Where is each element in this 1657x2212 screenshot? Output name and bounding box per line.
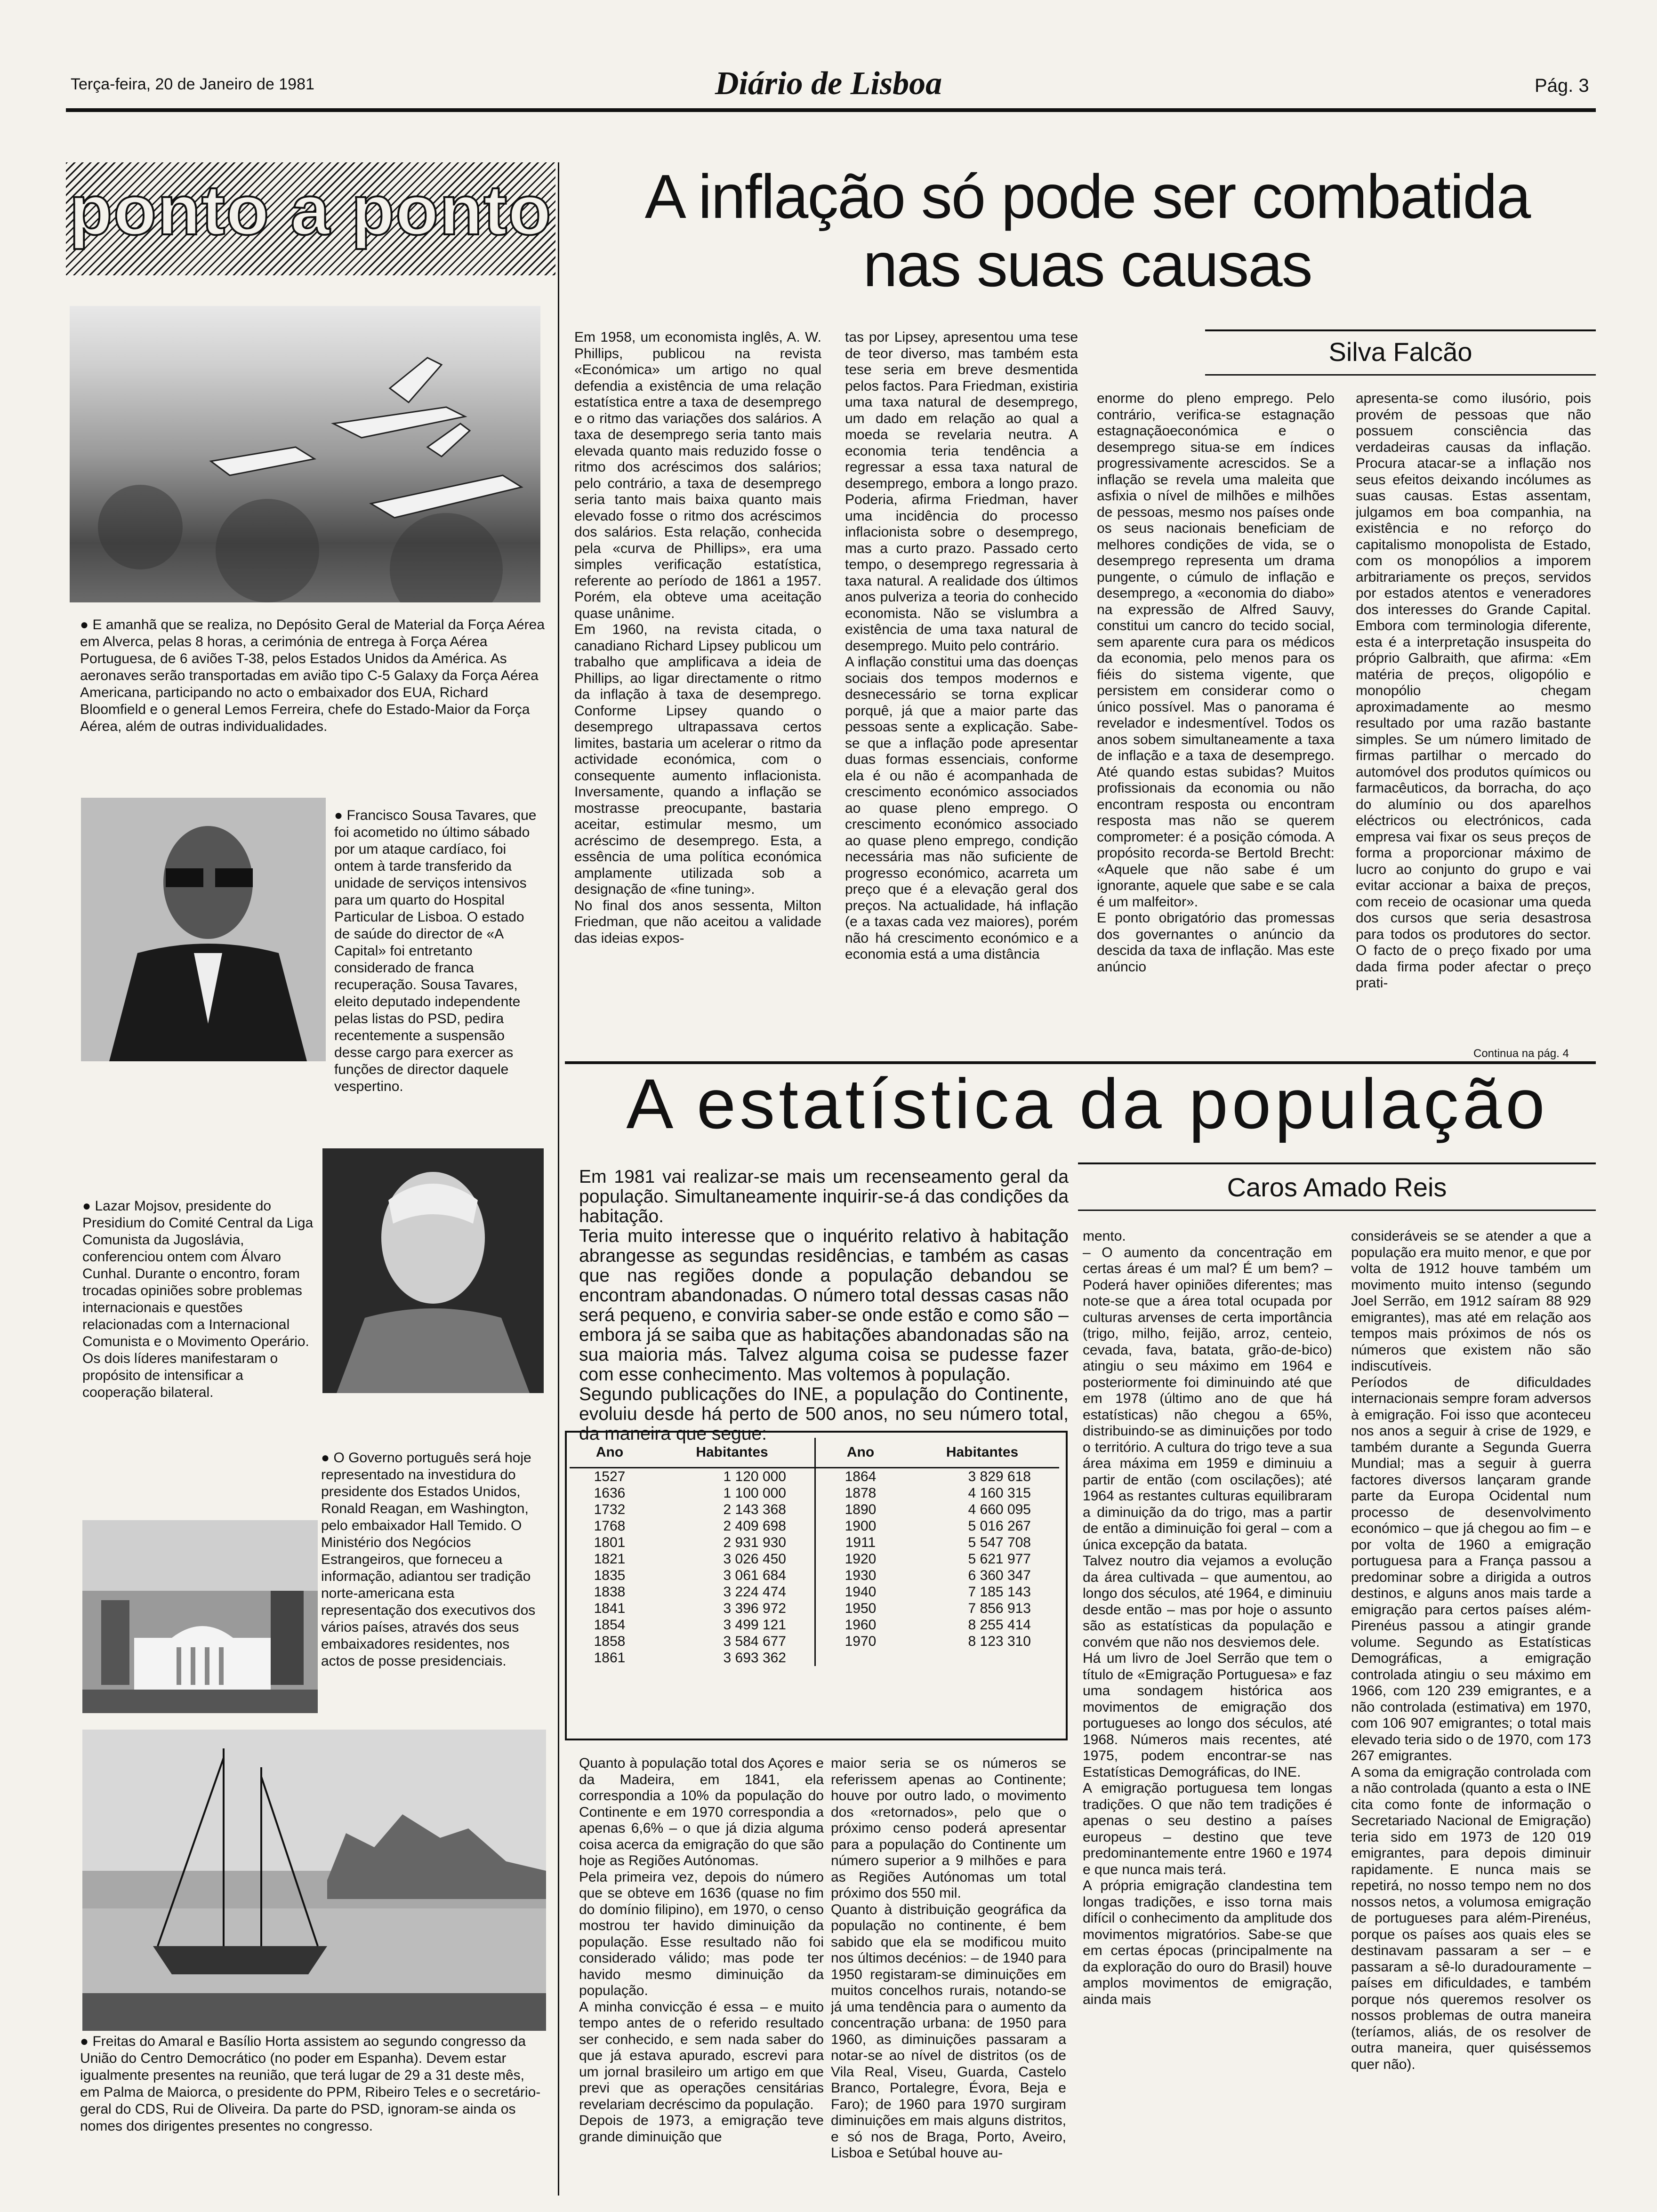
inhabitants-cell: 3 584 677 bbox=[650, 1633, 815, 1650]
article2-byline-rule-bottom bbox=[1078, 1210, 1596, 1211]
table-row bbox=[570, 1600, 1059, 1617]
brief-aircraft: ● E amanhã que se realiza, no Depósito Geral de Material da Força Aérea em Alverca, pelas 8 horas, a cerimónia de entrega à Força Aérea Portuguesa, de 6 aviões T-38, pelos Estados Unidos da América. As aeronaves serão transportadas em avião tipo C-5 Galaxy da Força Aérea Americana, participando no acto o embaixador dos EUA, Richard Bloomfield e o general Lemos Ferreira, chefe do Estado-Maior da Força Aérea, além de outras individualidades. bbox=[80, 617, 545, 734]
article1-headline-line1: A inflação só pode ser combatida bbox=[644, 162, 1530, 231]
article2-headline: A estatística da população bbox=[626, 1064, 1549, 1143]
palma-harbour-photo bbox=[82, 1730, 546, 2031]
inhabitants-cell: 2 409 698 bbox=[650, 1518, 815, 1534]
year-cell: 1858 bbox=[594, 1634, 626, 1649]
white-house-photo bbox=[82, 1520, 318, 1713]
inhabitants-cell: 3 499 121 bbox=[650, 1617, 815, 1633]
inhabitants-cell: 3 396 972 bbox=[650, 1600, 815, 1617]
white-house-shape bbox=[82, 1520, 318, 1713]
inhabitants-cell: 3 829 618 bbox=[968, 1469, 1031, 1484]
section-banner-title: ponto a ponto bbox=[69, 170, 552, 249]
newspaper-logo: Diário de Lisboa bbox=[715, 65, 942, 102]
year-cell: 1861 bbox=[594, 1650, 626, 1666]
year-cell: 1636 bbox=[594, 1485, 626, 1501]
table-header-year-2: Ano bbox=[815, 1438, 906, 1468]
inhabitants-cell: 6 360 347 bbox=[968, 1568, 1031, 1583]
year-cell: 1940 bbox=[845, 1584, 877, 1600]
table-row bbox=[570, 1501, 1059, 1518]
inhabitants-cell: 5 621 977 bbox=[968, 1551, 1031, 1567]
year-cell: 1821 bbox=[594, 1551, 626, 1567]
year-cell: 1864 bbox=[845, 1469, 877, 1484]
inhabitants-cell: 8 123 310 bbox=[968, 1634, 1031, 1649]
table-row bbox=[570, 1650, 1059, 1666]
inhabitants-cell bbox=[905, 1650, 1059, 1666]
population-table-body bbox=[570, 1468, 1059, 1667]
inhabitants-cell: 8 255 414 bbox=[968, 1617, 1031, 1633]
inhabitants-cell: 3 026 450 bbox=[650, 1551, 815, 1567]
year-cell bbox=[815, 1650, 906, 1666]
year-cell: 1854 bbox=[594, 1617, 626, 1633]
inhabitants-cell: 7 185 143 bbox=[968, 1584, 1031, 1600]
harbour-shape bbox=[82, 1730, 546, 2031]
inhabitants-cell: 1 120 000 bbox=[650, 1468, 815, 1485]
year-cell: 1835 bbox=[594, 1568, 626, 1583]
article1-byline-rule-bottom bbox=[1205, 374, 1596, 376]
article1-column-2: tas por Lipsey, apresentou uma tese de teor diverso, mas também esta tese seria em breve desmentida pelos factos. Para Friedman, existiria uma taxa natural de desemprego, um dado em relação ao qual a moeda se revelaria neutra. A economia teria tendência a regressar a essa taxa natural de desemprego, embora a longo prazo. Poderia, afirma Friedman, haver uma incidência do processo inflacionista sobre o desemprego, mas a curto prazo. Passado certo tempo, o desemprego regressaria à taxa natural. A realidade dos últimos anos pulveriza a teoria do conhecido economista. Não se vislumbra a existência de uma taxa natural de desemprego. Muito pelo contrário. A inflação constitui uma das doenças sociais dos tempos modernos e desnecessário se torna explicar porquê, já que a maior parte das pessoas sente a explicação. Sabe-se que a inflação pode apresentar duas formas essenciais, conforme ela é ou não é acompanhada de crescimento económico associados ao quase pleno emprego. O crescimento económico associado ao quase pleno emprego, condição necessária mas não suficiente de progresso económico, acarreta um preço que é a elevação geral dos preços. Na actualidade, há inflação (e a taxas cada vez maiores), porém não há crescimento económico e a economia está a uma distância bbox=[845, 329, 1078, 962]
year-cell: 1878 bbox=[845, 1485, 877, 1501]
table-row bbox=[570, 1518, 1059, 1534]
table-row bbox=[570, 1567, 1059, 1584]
sidebar-divider bbox=[558, 162, 559, 2196]
year-cell: 1801 bbox=[594, 1535, 626, 1550]
year-cell: 1838 bbox=[594, 1584, 626, 1600]
year-cell: 1890 bbox=[845, 1502, 877, 1517]
year-cell: 1950 bbox=[845, 1601, 877, 1616]
article1-byline: Silva Falcão bbox=[1328, 337, 1472, 367]
brief-sousa-tavares: ● Francisco Sousa Tavares, que foi acometido no último sábado por um ataque cardíaco, foi ontem à tarde transferido da unidade de serviços intensivos para um quarto do Hospital Particular de Lisboa. O estado de saúde do director de «A Capital» foi entretanto considerado de franca recuperação. Sousa Tavares, eleito deputado independente pelas listas do PSD, pedira recentemente a suspensão desse cargo para exercer as funções de director daquele vespertino. bbox=[334, 808, 537, 1094]
table-header-year-1: Ano bbox=[570, 1438, 650, 1468]
year-cell: 1732 bbox=[594, 1502, 626, 1517]
article2-byline: Caros Amado Reis bbox=[1227, 1172, 1447, 1202]
brief-palma: ● Freitas do Amaral e Basílio Horta assistem ao segundo congresso da União do Centro Democrático (no poder em Espanha). Devem estar igualmente presentes na reunião, que terá lugar de 29 a 31 deste mês, em Palma de Maiorca, o presidente do PPM, Ribeiro Teles e o secretário-geral do CDS, Rui de Oliveira. Da parte do PSD, ignoram-se ainda os nomes dos dirigentes presentes no congresso. bbox=[80, 2034, 541, 2134]
article1-column-1: Em 1958, um economista inglês, A. W. Phillips, publicou na revista «Económica» um artigo no qual defendia a existência de uma relação estatística entre a taxa de desemprego e o ritmo das variações dos salários. A taxa de desemprego seria tanto mais elevada quanto mais reduzido fosse o ritmo dos acréscimos dos salários; pelo contrário, a taxa de desemprego seria tanto mais baixa quanto mais elevado fosse o ritmo dos acréscimos dos salários. Esta relação, conhecida pela «curva de Phillips», era uma simples verificação estatística, referente ao período de 1861 a 1957. Porém, ela obteve uma aceitação quase unânime. Em 1960, na revista citada, o canadiano Richard Lipsey publicou um trabalho que amplificava a ideia de Phillips, ao ligar directamente o ritmo da inflação à taxa de desemprego. Conforme Lipsey quando o desemprego ultrapassava certos limites, bastaria um acelerar o ritmo da actividade económica, com o consequente aumento inflacionista. Inversamente, quando a inflação se mostrasse preocupante, bastaria aceitar, estimular mesmo, um acréscimo de desemprego. Esta, a essência de uma política económica amplamente utilizada sob a designação de «fine tuning». No final dos anos sessenta, Milton Friedman, que não aceitou a validade das ideias expos- bbox=[574, 329, 821, 946]
year-cell: 1920 bbox=[845, 1551, 877, 1567]
year-cell: 1527 bbox=[594, 1469, 626, 1484]
inhabitants-cell: 7 856 913 bbox=[968, 1601, 1031, 1616]
year-cell: 1911 bbox=[845, 1535, 876, 1550]
year-cell: 1960 bbox=[845, 1617, 877, 1633]
population-table bbox=[570, 1438, 1059, 1666]
article2-byline-rule bbox=[1078, 1162, 1596, 1164]
aircraft-shapes bbox=[70, 306, 540, 602]
inhabitants-cell: 4 160 315 bbox=[968, 1485, 1031, 1501]
article2-column-4: consideráveis se se atender a que a população era muito menor, e que por volta de 1912 houve também um movimento muito intenso (segundo Joel Serrão, em 1912 saíram 88 929 emigrantes), mas até em relação aos tempos mais próximos de nós os números que existem não são indiscutíveis. Períodos de dificuldades internacionais sempre foram adversos à emigração. Foi isso que aconteceu nos anos a seguir à crise de 1929, e também durante a Segunda Guerra Mundial; mas a seguir à guerra factores diversos lançaram grande parte da Europa Ocidental num processo de desenvolvimento económico – que já chegou ao fim – e por volta de 1960 a emigração portuguesa para a França passou a predominar sobre a dirigida a outros destinos, e alguns anos mais tarde a emigração para certos países além-Pirenéus passou a atingir grande volume. Segundo as Estatísticas Demográficas, a emigração controlada atingiu o seu máximo em 1966, com 120 239 emigrantes, e a não controlada (estimativa) em 1970, com 106 907 emigrantes; o total mais elevado teria sido o de 1970, com 173 267 emigrantes. A soma da emigração controlada com a não controlada (quanto a esta o INE cita como fonte de informação o Secretariado Nacional de Emigração) teria sido em 1973 de 120 019 emigrantes, para depois diminuir rapidamente. E nunca mais se repetirá, no nosso tempo nem no dos nossos netos, a volumosa emigração de portugueses para além-Pirenéus, porque os países aos quais eles se destinavam passaram a ser – e passaram a sê-lo duradouramente – países em dificuldades, e também porque nós queremos resolver os nossos problemas de outra maneira (teríamos, aliás, de os resolver de outra maneira, quer quiséssemos quer não). bbox=[1351, 1228, 1591, 2072]
table-row bbox=[570, 1584, 1059, 1600]
inhabitants-cell: 5 547 708 bbox=[968, 1535, 1031, 1550]
article2-column-2: maior seria se os números se referissem apenas ao Continente; houve por outro lado, o movimento dos «retornados», pelo que o próximo censo poderá apresentar para a população do Continente um número superior a 9 milhões e para as Regiões Autónomas um total próximo dos 550 mil. Quanto à distribuição geográfica da população no continente, é bem sabido que ela se modificou muito nos últimos decénios: – de 1940 para 1950 registaram-se diminuições em muitos concelhos rurais, notando-se já uma tendência para o aumento da concentração urbana: de 1950 para 1960, as diminuições passaram a notar-se ao nível de distritos (os de Vila Real, Viseu, Guarda, Castelo Branco, Portalegre, Évora, Beja e Faro); de 1960 para 1970 surgiram diminuições em mais alguns distritos, e só nos de Braga, Porto, Aveiro, Lisboa e Setúbal houve au- bbox=[831, 1755, 1066, 2161]
article2-column-3: mento. – O aumento da concentração em certas áreas é um mal? É um bem? – Poderá haver opiniões diferentes; mas note-se que a área total ocupada por culturas arvenses de certa importância (trigo, milho, feijão, arroz, centeio, cevada, fava, batata, grão-de-bico) atingiu o seu máximo em 1964 e posteriormente foi diminuindo até que em 1978 (último ano de que há estatísticas) não chegou a 65%, distribuindo-se as diminuições por todo o território. A cultura do trigo teve a sua área máxima em 1959 e diminuiu a partir de então (com oscilações); até 1964 as restantes culturas equilibraram a diminuição da do trigo, mas a partir de então a diminuição foi geral – com a única excepção da batata. Talvez noutro dia vejamos a evolução da área cultivada – que aumentou, ao longo dos séculos, até 1964, e diminuiu desde então – mas por hoje o assunto são as estatísticas da população e convém que não nos desviemos dele. Há um livro de Joel Serrão que tem o título de «Emigração Portuguesa» e faz uma sondagem histórica aos movimentos de emigração dos portugueses ao longo dos séculos, até 1968. Números mais recentes, até 1975, podem encontrar-se nas Estatísticas Demográficas, do INE. A emigração portuguesa tem longas tradições. O que não tem tradições é apenas o seu destino a países europeus – destino que teve predominantemente entre 1960 e 1974 e que nunca mais terá. A própria emigração clandestina tem longas tradições, e isso torna mais difícil o conhecimento da amplitude dos movimentos migratórios. Sabe-se que em certas épocas (principalmente na da exploração do ouro do Brasil) houve amplos movimentos de emigração, ainda mais bbox=[1083, 1228, 1332, 2007]
issue-date: Terça-feira, 20 de Janeiro de 1981 bbox=[71, 75, 314, 93]
article1-column-4: apresenta-se como ilusório, pois provém de pessoas que não possuem consciência das verdadeiras causas da inflação. Procura atacar-se a inflação nos seus efeitos deixando incólumes as suas causas. Estas assentam, julgamos em boa companhia, na existência e no reforço do capitalismo monopolista de Estado, com os monopólios a imporem arbitrariamente os preços, servidos por estados atentos e veneradores dos interesses do Grande Capital. Embora com terminologia diferente, esta é a interpretação insuspeita do próprio Galbraith, que afirma: «Em matéria de preços, oligopólio e monopólio chegam aproximadamente ao mesmo resultado por uma razão bastante simples. Se um número limitado de firmas partilhar o mercado do automóvel dos produtos químicos ou farmacêuticos, da borracha, do aço do alumínio ou dos aparelhos eléctricos ou electrónicos, cada empresa vai fixar os seus preços de forma a proporcionar máximo de lucro ao conjunto do grupo e vai evitar accionar a baixa de preços, com receio de ocasionar uma queda dos cursos que seria desastrosa para todos os produtores do sector. O facto de o preço fixado por uma dada firma poder afectar o preço prati- bbox=[1356, 391, 1591, 991]
brief-reagan: ● O Governo português será hoje representado na investidura do presidente dos Estados Unidos, Ronald Reagan, em Washington, pelo embaixador Hall Temido. O Ministério dos Negócios Estrangeiros, que forneceu a informação, adiantou ser tradição norte-americana esta representação dos executivos dos vários países, através dos seus embaixadores residentes, nos actos de posse presidenciais. bbox=[321, 1450, 536, 1669]
table-row bbox=[570, 1551, 1059, 1567]
table-row bbox=[570, 1468, 1059, 1485]
inhabitants-cell: 3 224 474 bbox=[650, 1584, 815, 1600]
inhabitants-cell: 4 660 095 bbox=[968, 1502, 1031, 1517]
table-row bbox=[570, 1534, 1059, 1551]
masthead-rule bbox=[66, 108, 1596, 112]
brief-mojsov: ● Lazar Mojsov, presidente do Presidium do Comité Central da Liga Comunista da Jugoslávia, conferenciou ontem com Álvaro Cunhal. Durante o encontro, foram trocadas opiniões sobre problemas internacionais e questões relacionadas com a Internacional Comunista e o Movimento Operário. Os dois líderes manifestaram o propósito de intensificar a cooperação bilateral. bbox=[82, 1198, 314, 1400]
page-number: Pág. 3 bbox=[1535, 75, 1589, 96]
portrait-sousa-tavares bbox=[81, 798, 326, 1061]
article1-continuation: Continua na pág. 4 bbox=[1473, 1047, 1569, 1060]
inhabitants-cell: 2 931 930 bbox=[650, 1534, 815, 1551]
inhabitants-cell: 5 016 267 bbox=[968, 1518, 1031, 1534]
article2-column-1: Quanto à população total dos Açores e da Madeira, em 1841, ela correspondia a 10% da população do Continente e em 1970 correspondia a apenas 6,6% – o que já dizia alguma coisa acerca da emigração do que são hoje as Regiões Autónomas. Pela primeira vez, depois do número que se obteve em 1636 (quase no fim do domínio filipino), em 1970, o censo mostrou ter havido diminuição da população. Esse resultado não foi considerado válido; mas pode ter havido mesmo diminuição da população. A minha convicção é essa – e muito tempo antes de o referido resultado ser conhecido, e sem nada saber do que já estava apurado, escrevi para um jornal brasileiro um artigo em que previ que as operações censitárias revelariam decréscimo da população. Depois de 1973, a emigração teve grande diminuição que bbox=[579, 1755, 824, 2145]
table-row bbox=[570, 1485, 1059, 1501]
article1-byline-rule bbox=[1205, 329, 1596, 331]
portrait-shape-2 bbox=[322, 1148, 544, 1393]
aircraft-photo bbox=[70, 306, 540, 602]
table-row bbox=[570, 1633, 1059, 1650]
year-cell: 1768 bbox=[594, 1518, 626, 1534]
article1-headline-line2: nas suas causas bbox=[863, 230, 1312, 299]
inhabitants-cell: 3 061 684 bbox=[650, 1567, 815, 1584]
year-cell: 1930 bbox=[845, 1568, 877, 1583]
table-header-inhabitants-2: Habitantes bbox=[905, 1438, 1059, 1468]
inhabitants-cell: 3 693 362 bbox=[650, 1650, 815, 1666]
article2-intro: Em 1981 vai realizar-se mais um recenseamento geral da população. Simultaneamente inquirir-se-á das condições da habitação. Teria muito interesse que o inquérito relativo à habitação abrangesse as segundas residências, e também as casas que nas regiões donde a população debandou se encontram abandonadas. O número total dessas casas não será pequeno, e conviria saber-se onde estão e como são – embora já se saiba que as habitações abandonadas são na sua maioria más. Talvez alguma coisa se pudesse fazer com esse conhecimento. Mas voltemos à população. Segundo publicações do INE, a população do Continente, evoluiu desde há perto de 500 anos, no seu número total, da maneira que segue: bbox=[579, 1167, 1069, 1444]
portrait-shape bbox=[81, 798, 326, 1061]
portrait-mojsov bbox=[322, 1148, 544, 1393]
year-cell: 1900 bbox=[845, 1518, 877, 1534]
inhabitants-cell: 2 143 368 bbox=[650, 1501, 815, 1518]
article1-column-3: enorme do pleno emprego. Pelo contrário, verifica-se estagnação estagnaçãoeconómica e o desemprego situa-se em índices progressivamente acrescidos. Se a inflação se revela uma maleita que asfixia o nível de milhões e milhões de pessoas, mesmo nos países onde os seus nacionais beneficiam de melhores condições de vida, se o desemprego representa um drama pungente, o cúmulo de inflação e desemprego, a «economia do diabo» na expressão de Alfred Sauvy, constitui um cancro do tecido social, sem aparente cura para os médicos da economia, pelo menos para os fiéis do sistema vigente, que persistem em considerar como o único possível. Mas o panorama é revelador e indesmentível. Todos os anos sobem simultaneamente a taxa de inflação e a taxa de desemprego. Até quando estas subidas? Muitos profissionais da economia ou não encontram resposta ou encontram resposta mas não se querem comprometer: é a posição cómoda. A propósito recorda-se Bertold Brecht: «Aquele que não sabe é um ignorante, aquele que sabe e se cala é um malfeitor». E ponto obrigatório das promessas dos governantes o anúncio da descida da taxa de inflação. Mas este anúncio bbox=[1097, 391, 1335, 975]
table-header-inhabitants-1: Habitantes bbox=[650, 1438, 815, 1468]
table-row bbox=[570, 1617, 1059, 1633]
year-cell: 1970 bbox=[845, 1634, 877, 1649]
year-cell: 1841 bbox=[594, 1601, 626, 1616]
inhabitants-cell: 1 100 000 bbox=[650, 1485, 815, 1501]
